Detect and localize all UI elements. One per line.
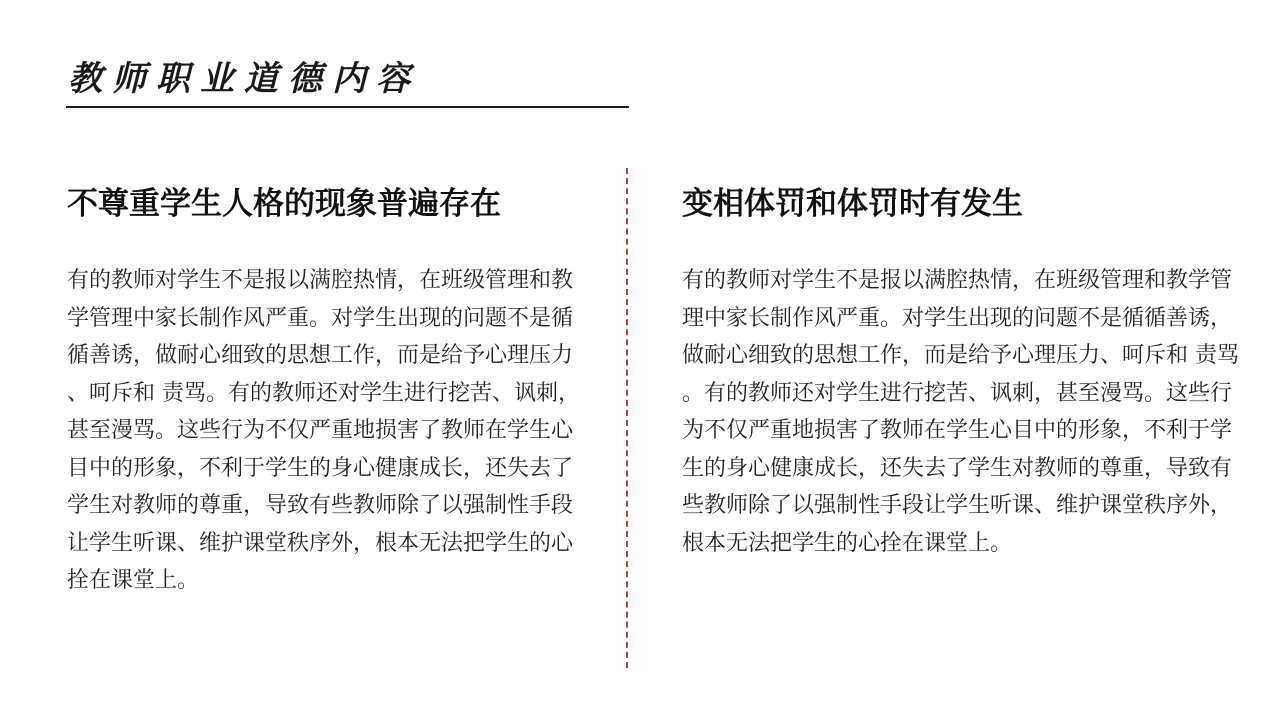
left-column xyxy=(67,182,589,600)
left-column-body: 有的教师对学生不是报以满腔热情，在班级管理和教学管理中家长制作风严重。对学生出现的问题不是循循善诱，做耐心细致的思想工作，而是给予心理压力、呵斥和 责骂。有的教师还对学生进行挖苦、讽刺，甚至漫骂。这些行为不仅严重地损害了教师在学生心目中的形象，不利于学生的身心健康成长，还失去了学生对教师的尊重，导致有些教师除了以强制性手段让学生听课、维护课堂秩序外，根本无法把学生的心拴在课堂上。 xyxy=(67,268,580,593)
column-divider xyxy=(626,168,628,668)
title-underline xyxy=(66,106,629,108)
right-column-body: 有的教师对学生不是报以满腔热情，在班级管理和教学管理中家长制作风严重。对学生出现的问题不是循循善诱，做耐心细致的思想工作，而是给予心理压力、呵斥和 责骂。有的教师还对学生进行挖苦、讽刺，甚至漫骂。这些行为不仅严重地损害了教师在学生心目中的形象，不利于学生的身心健康成长，还失去了学生对教师的尊重，导致有些教师除了以强制性手段让学生听课、维护课堂秩序外，根本无法把学生的心拴在课堂上。 xyxy=(682,268,1239,556)
left-column-heading: 不尊重学生人格的现象普遍存在 xyxy=(67,186,501,222)
right-column xyxy=(682,182,1242,562)
right-column-heading: 变相体罚和体罚时有发生 xyxy=(682,186,1023,222)
page-title: 教师职业道德内容 xyxy=(68,59,420,99)
